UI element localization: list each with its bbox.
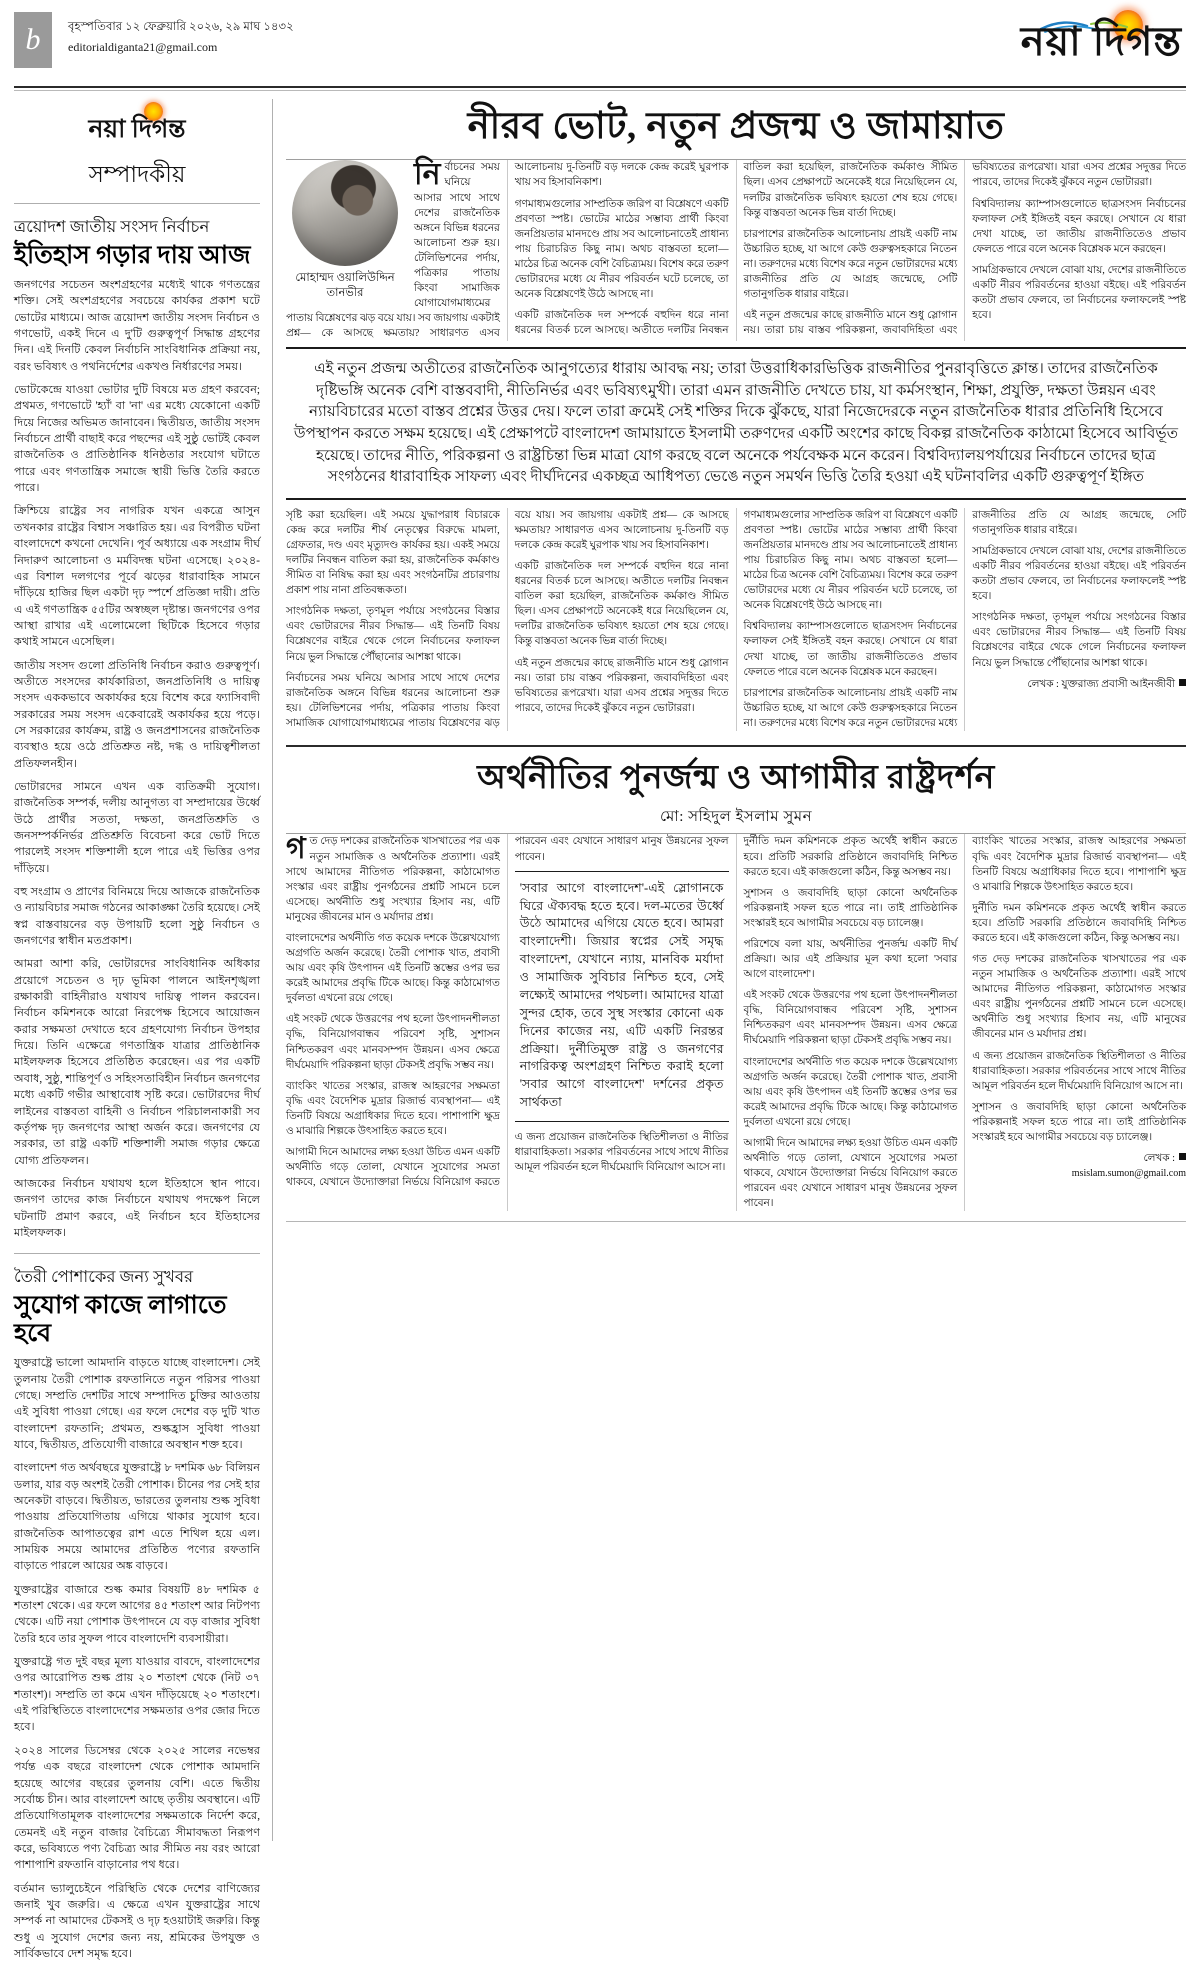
header-meta (68, 12, 1021, 55)
second-article (286, 753, 1186, 1211)
editorial-logo-title: নয়া দিগন্ত (88, 116, 186, 143)
paragraph: যুক্তরাষ্ট্রে গত দুই বছর মূল্য যাওয়ার বাবদে, বাংলাদেশের ওপর আরোপিত শুল্ক প্রায় ২০ শতাংশ থেকে (নিট ৩৭ শতাংশ)। সম্প্রতি তা কমে এখন দাঁড়িয়েছে ২০ শতাংশে। এই পরিস্থিতিতে বাংলাদেশের সক্ষমতার ওপর জোর দিতে হবে। (14, 1656, 260, 1734)
paragraph: এ জন্য প্রয়োজন রাজনৈতিক স্থিতিশীলতা ও নীতির ধারাবাহিকতা। সরকার পরিবর্তনের সাথে সাথে নীতির আমূল পরিবর্তন হলে দীর্ঘমেয়াদি বিনিয়োগ আসে না। (972, 1050, 1186, 1092)
author-name: মোহাম্মদ ওয়ালিউদ্দিন তানভীর (295, 272, 395, 299)
editorial-divider (14, 203, 260, 204)
paragraph: সৃষ্টি করা হয়েছিল। এই সময়ে যুদ্ধাপরাধ বিচারকে কেন্দ্র করে দলটির শীর্ষ নেতৃত্বের বিরুদ্ধে মামলা, গ্রেফতার, দণ্ড এবং মৃত্যুদণ্ড কার্যকর হয়। একই সময়ে দলটির নিবন্ধন বাতিল করা হয়, রাজনৈতিক কর্মকাণ্ড সীমিত বা নিষিদ্ধ করা হয় এবং সংগঠনটির প্রচারণায় প্রকাশ পায় নানা প্রতিবন্ধকতা। (286, 509, 500, 597)
paragraph: বাংলাদেশের অর্থনীতি গত কয়েক দশকে উল্লেখযোগ্য অগ্রগতি অর্জন করেছে। তৈরী পোশাক খাত, প্রবাসী আয় এবং কৃষি উৎপাদন এই তিনটি স্তম্ভের ওপর ভর করেই আমাদের প্রবৃদ্ধি টিকে আছে। কিন্তু কাঠামোগত দুর্বলতা এখনো রয়ে গেছে। (286, 932, 500, 1005)
editorial-body (14, 277, 260, 1241)
main-article-body (286, 160, 1186, 731)
paragraph: ভোটকেন্দ্রে যাওয়া ভোটার দুটি বিষয়ে মত গ্রহণ করবেন; প্রথমত, গণভোটে 'হ্যাঁ' বা 'না' এর মধ্যে যেকোনো একটি দিয়ে নিজের অভিমত জানাবেন। দ্বিতীয়ত, জাতীয় সংসদ নির্বাচনে প্রার্থী বাছাই করে পছন্দের এই সুষ্ঠু ভোটই কেবল রাজনৈতিক ও প্রাতিষ্ঠানিক ধনিষ্ঠতার সংযোগ ঘটাতে পারে এবং গণতান্ত্রিক সমাজে স্থায়ী ভিত্তি তৈরি করতে পারে। (14, 384, 260, 495)
editorial-headline: ইতিহাস গড়ার দায় আজ (14, 242, 251, 269)
paragraph: বাংলাদেশ গত অর্থবছরে যুক্তরাষ্ট্রে ৮ দশমিক ৬৮ বিলিয়ন ডলার, যার বড় অংশই তৈরী পোশাক। চীনের পর সেই হার অনেকটা বাড়বে। দ্বিতীয়ত, ভারতের তুলনায় শুল্ক সুবিধা পাওয়ায় প্রতিযোগিতায় এগিয়ে থাকার সুযোগ হবে। রাজনৈতিক আপাতত্বের রাশ এতে শিথিল হয়ে এল। সাময়িক সময়ে আমাদের প্রতিষ্ঠিত পণ্যের রফতানি বাড়াতে পারলে আয়ের অঙ্ক বাড়বে। (14, 1462, 260, 1573)
paragraph: ভোটারদের সামনে এখন এক ব্যতিক্রমী সুযোগ। রাজনৈতিক সম্পর্ক, দলীয় আনুগত্য বা সম্প্রদায়ের উর্ধ্বে উঠে প্রার্থীর সততা, দক্ষতা, জনপ্রতিশ্রুতি ও জনসম্পর্কনির্ভর প্রতিশ্রুতি বিবেচনা করে ভোট দিতে পারলেই সংসদ শক্তিশালী হলে পারে এই ভিত্তির ওপর দাঁড়িয়ে। (14, 780, 260, 875)
masthead-logo (1021, 12, 1186, 62)
editorial-column (14, 99, 272, 1960)
paragraph: সুশাসন ও জবাবদিহি ছাড়া কোনো অর্থনৈতিক পরিকল্পনাই সফল হতে পারে না। তাই প্রাতিষ্ঠানিক সংস্কারই হবে আগামীর সবচেয়ে বড় চ্যালেঞ্জ। (743, 887, 958, 929)
pullquote-text: এই নতুন প্রজন্ম অতীতের রাজনৈতিক আনুগত্যের ধারায় আবদ্ধ নয়; তারা উত্তরাধিকারভিত্তিক রাজনীতির পুনরাবৃত্তিতে ক্লান্ত। তাদের রাজনৈতিক দৃষ্টিভঙ্গি অনেক বেশি বাস্তববাদী, নীতিনির্ভর এবং ভবিষ্যৎমুখী। তারা এমন রাজনীতি দেখতে চায়, যা কর্মসংস্থান, শিক্ষা, প্রযুক্তি, দক্ষতা উন্নয়ন এবং ন্যায়বিচারের মতো বাস্তব প্রশ্নের উত্তর দেয়। ফলে তারা ক্রমেই সেই শক্তির দিকে ঝুঁকছে, যারা নিজেদেরকে নতুন রাজনৈতিক ধারার প্রতিনিধি হিসেবে উপস্থাপন করতে সক্ষম হয়েছে। এই প্রেক্ষাপটে বাংলাদেশ জামায়াতে ইসলামী তরুণদের একটি অংশের কাছে বিকল্প রাজনৈতিক কাঠামো হিসেবে আবির্ভূত হয়েছে। তাদের নীতি, পরিকল্পনা ও রাষ্ট্রচিন্তা ভিন্ন মাত্রা যোগ করছে বলে অনেকে পর্যবেক্ষক মনে করেন। বিশ্ববিদ্যালয়পর্যায়ের নির্বাচনে তাদের ছাত্র সংগঠনের ধারাবাহিক সাফল্য এবং দীর্ঘদিনের একচ্ছত্র আধিপত্য ভেঙে নতুন সমর্থন ভিত্তি তৈরি হওয়া এই ঘটনাবলির একটি গুরুত্বপূর্ণ ইঙ্গিত (293, 360, 1179, 486)
paragraph: ব্যাংকিং খাতের সংস্কার, রাজস্ব আহরণের সক্ষমতা বৃদ্ধি এবং বৈদেশিক মুদ্রার রিজার্ভ ব্যবস্থাপনা— এই তিনটি বিষয়ে অগ্রাধিকার দিতে হবে। পাশাপাশি ক্ষুদ্র ও মাঝারি শিল্পকে উৎসাহিত করতে হবে। (286, 1080, 500, 1137)
paragraph: জনগণের সচেতন অংশগ্রহণের মধ্যেই থাকে গণতন্ত্রের শক্তি। সেই অংশগ্রহণের সবচেয়ে কার্যকর প্রকাশ ঘটে ভোটের মাধ্যমে। আজ ত্রয়োদশ জাতীয় সংসদ নির্বাচন ও গণভোট, একই দিনে এ দু'টি গুরুত্বপূর্ণ সিদ্ধান্ত গ্রহণের দিন। এই দিনটি কেবল নির্বাচনি সাংবিধানিক প্রক্রিয়া নয়, বরং ভবিষ্যৎ ও পথনির্দেশের একখণ্ড নির্ধারণের সময়। (14, 279, 260, 373)
editorial-item (14, 1264, 260, 1962)
author-photo (292, 160, 398, 266)
main-article (286, 99, 1186, 731)
page-body (14, 99, 1186, 1960)
paragraph: সুশাসন ও জবাবদিহি ছাড়া কোনো অর্থনৈতিক পরিকল্পনাই সফল হতে পারে না। তাই প্রাতিষ্ঠানিক সংস্কারই হবে আগামীর সবচেয়ে বড় চ্যালেঞ্জ। (972, 1101, 1186, 1143)
paragraph: সামগ্রিকভাবে দেখলে বোঝা যায়, দেশের রাজনীতিতে একটি নীরব পরিবর্তনের হাওয়া বইছে। এই পরিবর্তন কতটা প্রভাব ফেলবে, তা নির্বাচনের ফলাফলেই স্পষ্ট হবে। (972, 264, 1186, 322)
signature-text: লেখক : (1143, 1152, 1175, 1164)
paragraph: এ জন্য প্রয়োজন রাজনৈতিক স্থিতিশীলতা ও নীতির ধারাবাহিকতা। সরকার পরিবর্তনের সাথে সাথে নীতির আমূল পরিবর্তন হলে দীর্ঘমেয়াদি বিনিয়োগ আসে না। (514, 1132, 729, 1174)
author-block (286, 160, 404, 300)
paragraph: চারপাশের রাজনৈতিক আলোচনায় প্রায়ই একটি নাম উচ্চারিত হচ্ছে, যা আগে কেউ গুরুত্বসহকারে নিতেন না। তরুণদের মধ্যে বিশেষ করে নতুন ভোটারদের মধ্যে রাজনীতির প্রতি যে আগ্রহ জন্মেছে, সেটি গতানুগতিক ধারার বাইরে। (743, 509, 1186, 729)
paragraph: আজকের নির্বাচন যথাযথ হলে ইতিহাসে স্থান পাবে। জনগণ তাদের কাজ নির্বাচনে যথাযথ পদক্ষেপ নিলে ঘটনাটি প্রমাণ করবে, এই নির্বাচন হবে ইতিহাসের মাইলফলক। (14, 1177, 260, 1239)
paragraph: পরিশেষে বলা যায়, অর্থনীতির পুনর্জন্ম একটি দীর্ঘ প্রক্রিয়া। আর এই প্রক্রিয়ার মূল কথা হলো 'সবার আগে বাংলাদেশ'। (743, 938, 958, 981)
paragraph: একটি রাজনৈতিক দল সম্পর্কে বহুদিন ধরে নানা ধরনের বিতর্ক চলে আসছে। অতীতে দলটির নিবন্ধন বাতিল করা হয়েছিল, রাজনৈতিক কর্মকাণ্ড সীমিত ছিল। এসব প্রেক্ষাপটে অনেকেই ধরে নিয়েছিলেন যে, দলটির রাজনৈতিক ভবিষ্যৎ হয়তো শেষ হয়ে গেছে। কিন্তু বাস্তবতা অনেক ভিন্ন বার্তা দিচ্ছে। (514, 561, 729, 648)
paragraph: ব্যাংকিং খাতের সংস্কার, রাজস্ব আহরণের সক্ষমতা বৃদ্ধি এবং বৈদেশিক মুদ্রার রিজার্ভ ব্যবস্থাপনা— এই তিনটি বিষয়ে অগ্রাধিকার দিতে হবে। পাশাপাশি ক্ষুদ্র ও মাঝারি শিল্পকে উৎসাহিত করতে হবে। (972, 836, 1186, 893)
editorial-headline: সুযোগ কাজে লাগাতে হবে (14, 1292, 227, 1348)
paragraph: নির্বাচনের সময় ঘনিয়ে আসার সাথে সাথে দেশের রাজনৈতিক অঙ্গনে বিভিন্ন ধরনের আলোচনা শুরু হয়। টেলিভিশনের পর্দায়, পত্রিকার পাতায় কিংবা সামাজিক যোগাযোগমাধ্যমের পাতায় বিশ্লেষণের ঝড় বয়ে যায়। সব জায়গায় একটাই প্রশ্ন— কে আসছে ক্ষমতায়? সাধারণত এসব আলোচনায় দু-তিনটি বড় দলকে কেন্দ্র করেই ঘুরপাক খায় সব হিসাবনিকাশ। (286, 158, 729, 340)
main-column (273, 99, 1186, 1841)
header-rule (14, 86, 1186, 88)
editorial-body (14, 1355, 260, 1962)
paragraph: দুর্নীতি দমন কমিশনকে প্রকৃত অর্থেই স্বাধীন করতে হবে। প্রতিটি সরকারি প্রতিষ্ঠানে জবাবদিহি নিশ্চিত করতে হবে। এই কাজগুলো কঠিন, কিন্তু অসম্ভব নয়। (743, 836, 958, 878)
end-mark-icon (1179, 1153, 1186, 1160)
main-article-headline: নীরব ভোট, নতুন প্রজন্ম ও জামায়াত (467, 106, 1005, 147)
paragraph: বাংলাদেশের অর্থনীতি গত কয়েক দশকে উল্লেখযোগ্য অগ্রগতি অর্জন করেছে। তৈরী পোশাক খাত, প্রবাসী আয় এবং কৃষি উৎপাদন এই তিনটি স্তম্ভের ওপর ভর করেই আমাদের প্রবৃদ্ধি টিকে আছে। কিন্তু কাঠামোগত দুর্বলতা এখনো রয়ে গেছে। (743, 1056, 958, 1128)
masthead-title: নয়া দিগন্ত (1020, 19, 1182, 64)
paragraph: যুক্তরাষ্ট্রে ভালো আমদানি বাড়তে যাচ্ছে বাংলাদেশ। সেই তুলনায় তৈরী পোশাক রফতানিতে নতুন পরিসর পাওয়া গেছে। সম্প্রতি দেশটির সাথে সম্পাদিত চুক্তির আওতায় এই সুবিধা পাওয়া গেছে। এর ফলে দেশের বড় দুটি খাত বাংলাদেশ রফতানি; প্রথমত, শুল্কহ্রাস সুবিধা পাওয়া যাবে, দ্বিতীয়ত, প্রতিযোগী বাজারে অবস্থান শক্ত হবে। (14, 1357, 260, 1451)
paragraph: সাংগঠনিক দক্ষতা, তৃণমূল পর্যায়ে সংগঠনের বিস্তার এবং ভোটারদের নীরব সিদ্ধান্ত— এই তিনটি বিষয় বিশ্লেষণের বাইরে থেকে গেলে নির্বাচনের ফলাফল নিয়ে ভুল সিদ্ধান্তে পৌঁছানোর আশঙ্কা থাকে। (972, 612, 1186, 669)
second-article-pullquote (515, 871, 729, 1122)
paragraph: সামগ্রিকভাবে দেখলে বোঝা যায়, দেশের রাজনীতিতে একটি নীরব পরিবর্তনের হাওয়া বইছে। এই পরিবর্তন কতটা প্রভাব ফেলবে, তা নির্বাচনের ফলাফলেই স্পষ্ট হবে। (972, 545, 1186, 603)
paragraph: নির্বাচনের সময় ঘনিয়ে আসার সাথে সাথে দেশের রাজনৈতিক অঙ্গনে বিভিন্ন ধরনের আলোচনা শুরু হয়। টেলিভিশনের পর্দায়, পত্রিকার পাতায় কিংবা সামাজিক যোগাযোগমাধ্যমের পাতায় বিশ্লেষণের ঝড় বয়ে যায়। সব জায়গায় একটাই প্রশ্ন— কে আসছে ক্ষমতায়? সাধারণত এসব আলোচনায় দু-তিনটি বড় দলকে কেন্দ্র করেই ঘুরপাক খায় সব হিসাবনিকাশ। (286, 509, 729, 729)
editorial-item (14, 214, 260, 1241)
pullquote-text: 'সবার আগে বাংলাদেশ'-এই স্লোগানকে ঘিরে ঐক্যবদ্ধ হতে হবে। দল-মতের উর্ধ্বে উঠে আমাদের এগিয়ে যেতে হবে। আমরা বাংলাদেশী। জিয়ার স্বপ্নের সেই সমৃদ্ধ বাংলাদেশ, যেখানে ন্যায়, মানবিক মর্যাদা ও সামাজিক সুবিচার নিশ্চিত হবে, সেই লক্ষ্যেই আমাদের পথচলা। আমাদের যাত্রা সুন্দর হোক, তবে সুস্থ সংস্কার কোনো এক দিনের কাজের নয়, এটি একটি নিরন্তর প্রক্রিয়া। দুর্নীতিমুক্ত রাষ্ট্র ও জনগণের নাগরিকত্ব অংশগ্রহণ নিশ্চিত করাই হলো 'সবার আগে বাংলাদেশ' দর্শনের প্রকৃত সার্থকতা (519, 880, 724, 1110)
editorial-kicker: ত্রয়োদশ জাতীয় সংসদ নির্বাচন (14, 217, 210, 236)
paragraph: বর্তমান ভ্যালুচেইনে পরিস্থিতি থেকে দেশের বাণিজ্যের জনাই খুব জরুরি। এ ক্ষেত্রে এখন যুক্তরাষ্ট্রের সাথে সম্পর্ক না আমাদের টেকসই ও দৃঢ় হওয়াটাই জরুরি। কিন্তু শুধু এ সুযোগ দেশের জন্য নয়, শ্রমিকের উপযুক্ত ও সার্বিকভাবে দেশ সমৃদ্ধ হবে। (14, 1882, 260, 1960)
editorial-logo (14, 99, 260, 152)
paragraph: বিশ্ববিদ্যালয় ক্যাম্পাসগুলোতে ছাত্রসংসদ নির্বাচনের ফলাফল সেই ইঙ্গিতই বহন করছে। সেখানে যে ধারা দেখা যাচ্ছে, তা জাতীয় রাজনীতিতেও প্রভাব ফেলতে পারে বলে অনেক বিশ্লেষক মনে করছেন। (743, 621, 958, 678)
paragraph: সাংগঠনিক দক্ষতা, তৃণমূল পর্যায়ে সংগঠনের বিস্তার এবং ভোটারদের নীরব সিদ্ধান্ত— এই তিনটি বিষয় বিশ্লেষণের বাইরে থেকে গেলে নির্বাচনের ফলাফল নিয়ে ভুল সিদ্ধান্তে পৌঁছানোর আশঙ্কা থাকে। (286, 606, 500, 663)
paragraph: আমরা আশা করি, ভোটারদের সাংবিধানিক অধিকার প্রয়োগে সচেতন ও দৃঢ় ভূমিকা পালনে আইনশৃঙ্খলা রক্ষাকারী বাহিনীরাও যথাযথ দায়িত্ব পালন করবেন। নির্বাচন কমিশনকে আরো নিরপেক্ষ হিসেবে আয়োজন করার সক্ষমতা দেখাতে হবে গ্রহণযোগ্য নির্বাচন উপহার দিয়ে। তিনি এক্ষেত্রে গণতান্ত্রিক যাত্রার প্রাতিষ্ঠানিক মাইলফলক হিসেবে প্রতিষ্ঠিত করেছেন। এর পর একটি অবাধ, সুষ্ঠু, শান্তিপূর্ণ ও সহিংসতাবিহীন নির্বাচন জনগণের মধ্যে একটি গভীর আস্থাবোধ সৃষ্টি করে। ভোটারদের দীর্ঘ লাইনের বাস্তবতা বাহিনী ও নির্বাচন পরিচালনাকারী সব কর্তৃপক্ষ দৃঢ় জনগণের আস্থা অর্জন করে। জনগণের যে সরকার, তা রাষ্ট্র একটি শক্তিশালী সমাজ গড়ার ক্ষেত্রে যোগ্য প্রতিফলন। (14, 958, 260, 1167)
paragraph: যুক্তরাষ্ট্রের বাজারে শুল্ক কমার বিষয়টি ৪৮ দশমিক ৫ শতাংশ থেকে। এর ফলে আগের ৪৫ শতাংশ আর নিটপণ্য থেকে। এটি নয়া পোশাক উৎপাদনে যে বড় বাজার সুবিধা তৈরি হবে তার সুফল পাবে বাংলাদেশি ব্যবসায়ীরা। (14, 1583, 260, 1645)
editorial-email: editorialdiganta21@gmail.com (68, 40, 218, 54)
paragraph: এই সংকট থেকে উত্তরণের পথ হলো উৎপাদনশীলতা বৃদ্ধি, বিনিয়োগবান্ধব পরিবেশ সৃষ্টি, সুশাসন নিশ্চিতকরণ এবং মানবসম্পদ উন্নয়ন। এসব ক্ষেত্রে দীর্ঘমেয়াদি পরিকল্পনা ছাড়া টেকসই প্রবৃদ্ধি সম্ভব নয়। (286, 1014, 500, 1071)
article-separator (286, 745, 1186, 747)
page-header (14, 0, 1186, 82)
paragraph: এই সংকট থেকে উত্তরণের পথ হলো উৎপাদনশীলতা বৃদ্ধি, বিনিয়োগবান্ধব পরিবেশ সৃষ্টি, সুশাসন নিশ্চিতকরণ এবং মানবসম্পদ উন্নয়ন। এসব ক্ষেত্রে দীর্ঘমেয়াদি পরিকল্পনা ছাড়া টেকসই প্রবৃদ্ধি সম্ভব নয়। (743, 990, 958, 1047)
publication-date: বৃহস্পতিবার ১২ ফেব্রুয়ারি ২০২৬, ২৯ মাঘ ১৪৩২ (68, 21, 294, 33)
paragraph: বহু সংগ্রাম ও প্রাণের বিনিময়ে দিয়ে আজকে রাজনৈতিক ও ন্যায়বিচার সমাজ গঠনের আকাঙ্ক্ষা তৈরি হয়েছে। সেই স্বপ্ন বাস্তবায়নের বড় উপায়টি হলো সুষ্ঠু নির্বাচন ও জনগণের স্বাধীন মতপ্রকাশ। (14, 886, 260, 948)
paragraph: জাতীয় সংসদ গুলো প্রতিনিধি নির্বাচন করাও গুরুত্বপূর্ণ। অতীতে সংসদের কার্যকারিতা, জনপ্রতিনিধি ও দায়িত্ব সংসদ এককভাবে অকার্যকর হয়ে বিশেষ করে ফ্যাসিবাদী সরকারের সময় সংসদ একেবারেই অকার্যকর হয়ে পড়ে। সে সরকারের কার্যক্রম, রাষ্ট্র ও জনপ্রশাসনের রাজনৈতিক ব্যবস্থাও হয়ে ওঠে প্রতিশ্রুত নষ্ট, দগ্ধ ও দায়িত্বশীলতা প্রতিফলনহীন। (14, 659, 260, 770)
paragraph: ক্রিশ্চিয়ে রাষ্ট্রের সব নাগরিক যখন একত্রে আসুন তখনকার রাষ্ট্রের বিশ্বাস সঞ্চারিত হয়। এর বিপরীত ঘটনা বাংলাদেশে কখনো দেখেনি। পূর্ব অধ্যায়ে এক সংগ্রাম দীর্ঘ নিদারুণ আলোচনা ও মর্মবিদন্ধ ঘটনা এসেছে। ২০২৪-এর বিশাল দলগণের পূর্বে ঝড়ের ধারাবাহিক সামনে দাঁড়িয়ে হাজির ছিল একটা দৃঢ় স্পর্শে প্রতিজ্ঞা দায়ী। প্রতি এ এই গণতান্ত্রিক ৫৫টির অস্বচ্ছল দৃষ্টান্ত। জনগণের ওপর আস্থা রাখার এই এলোমেলো ছিটিকে হিসেবে গড়ার কথাই সামনে এসেছিল। (14, 505, 260, 649)
paragraph: গত দেড় দশকের রাজনৈতিক খাসখাতের পর এক নতুন সামাজিক ও অর্থনৈতিক প্রত্যাশা। এরই সাথে আমাদের নীতিগত পরিকল্পনা, কাঠামোগত সংস্কার এবং রাষ্ট্রীয় পুনর্গঠনের প্রশ্নটি সামনে চলে এসেছে। অর্থনীতি শুধু সংখ্যার হিসাব নয়, এটি মানুষের জীবনের মান ও মর্যাদার প্রশ্ন। (972, 954, 1186, 1041)
paragraph: ২০২৪ সালের ডিসেম্বর থেকে ২০২৫ সালের নভেম্বর পর্যন্ত এক বছরে বাংলাদেশ থেকে পোশাক আমদানি হয়েছে আগের বছরের তুলনায় বেশি। এতে দ্বিতীয় সর্বোচ্চ চীন। আর বাংলাদেশ আছে তৃতীয় অবস্থানে। এটি প্রতিযোগিতামূলক বাংলাদেশের সক্ষমতাকে নির্দেশ করে, তেমনই এই নতুন বাজার বৈচিত্র্যে সীমাবদ্ধতা নিরূপণ করে, ভবিষ্যতে পণ্য বৈচিত্র্য আর সীমিত নয় বরং আরো পাশাপাশি রফতানি বাড়ানোর পথ ধরে। (14, 1744, 260, 1872)
second-article-headline: অর্থনীতির পুনর্জন্ম ও আগামীর রাষ্ট্রদর্শন (477, 759, 995, 796)
paragraph: এই নতুন প্রজন্মের কাছে রাজনীতি মানে শুধু স্লোগান নয়। তারা চায় বাস্তব পরিকল্পনা, জবাবদিহিতা এবং ভবিষ্যতের রূপরেখা। যারা এসব প্রশ্নের সদুত্তর দিতে পারবে, তাদের দিকেই ঝুঁকবে নতুন ভোটাররা। (743, 162, 1186, 337)
paragraph: গণমাধ্যমগুলোর সাম্প্রতিক জরিপ বা বিশ্লেষণে একটি প্রবণতা স্পষ্ট। ভোটের মাঠের সম্ভাব্য প্রার্থী কিংবা জনপ্রিয়তার মানদণ্ডে প্রায় সব আলোচনাতেই প্রাধান্য পায় চিরাচরিত কিছু নাম। অথচ বাস্তবতা হলো— মাঠের চিত্র অনেক বেশি বৈচিত্র্যময়। বিশেষ করে তরুণ ভোটারদের মধ্যে যে নীরব পরিবর্তন ঘটে চলেছে, তা অনেক বিশ্লেষণেই উঠে আসছে না। (514, 198, 729, 301)
main-article-pullquote (286, 347, 1186, 499)
editorial-kicker: তৈরী পোশাকের জন্য সুখবর (14, 1267, 194, 1287)
paragraph: একটি রাজনৈতিক দল সম্পর্কে বহুদিন ধরে নানা ধরনের বিতর্ক চলে আসছে। অতীতে দলটির নিবন্ধন বাতিল করা হয়েছিল, রাজনৈতিক কর্মকাণ্ড সীমিত ছিল। এসব প্রেক্ষাপটে অনেকেই ধরে নিয়েছিলেন যে, দলটির রাজনৈতিক ভবিষ্যৎ হয়তো শেষ হয়ে গেছে। কিন্তু বাস্তবতা অনেক ভিন্ন বার্তা দিচ্ছে। (514, 162, 958, 337)
author-email: msislam.sumon@gmail.com (1071, 1167, 1186, 1179)
paragraph: আগামী দিনে আমাদের লক্ষ্য হওয়া উচিত এমন একটি অর্থনীতি গড়ে তোলা, যেখানে সুযোগের সমতা থাকবে, যেখানে উদ্যোক্তারা নির্ভয়ে বিনিয়োগ করতে পারবেন এবং যেখানে সাধারণ মানুষ উন্নয়নের সুফল পাবেন। (743, 1137, 958, 1210)
second-article-signature (972, 1151, 1186, 1179)
paragraph: চারপাশের রাজনৈতিক আলোচনায় প্রায়ই একটি নাম উচ্চারিত হচ্ছে, যা আগে কেউ গুরুত্বসহকারে নিতেন না। তরুণদের মধ্যে বিশেষ করে নতুন ভোটারদের মধ্যে রাজনীতির প্রতি যে আগ্রহ জন্মেছে, সেটি গতানুগতিক ধারার বাইরে। (743, 228, 958, 301)
paragraph: আগামী দিনে আমাদের লক্ষ্য হওয়া উচিত এমন একটি অর্থনীতি গড়ে তোলা, যেখানে সুযোগের সমতা থাকবে, যেখানে উদ্যোক্তারা নির্ভয়ে বিনিয়োগ করতে পারবেন এবং যেখানে সাধারণ মানুষ উন্নয়নের সুফল পাবেন। (286, 836, 729, 1189)
second-article-body (286, 834, 1186, 1211)
page-bottom-rule (286, 1221, 1186, 1222)
editorial-separator (14, 1253, 260, 1254)
paragraph: বিশ্ববিদ্যালয় ক্যাম্পাসগুলোতে ছাত্রসংসদ নির্বাচনের ফলাফল সেই ইঙ্গিতই বহন করছে। সেখানে যে ধারা দেখা যাচ্ছে, তা জাতীয় রাজনীতিতেও প্রভাব ফেলতে পারে বলে অনেক বিশ্লেষক মনে করছেন। (972, 198, 1186, 255)
paragraph: দুর্নীতি দমন কমিশনকে প্রকৃত অর্থেই স্বাধীন করতে হবে। প্রতিটি সরকারি প্রতিষ্ঠানে জবাবদিহি নিশ্চিত করতে হবে। এই কাজগুলো কঠিন, কিন্তু অসম্ভব নয়। (972, 902, 1186, 944)
signature-text: লেখক : যুক্তরাজ্য প্রবাসী আইনজীবী (1027, 678, 1175, 690)
header-rule-thin (14, 90, 1186, 91)
second-article-author: মো: সহিদুল ইসলাম সুমন (659, 809, 813, 826)
end-mark-icon (1179, 679, 1186, 686)
paragraph: গণমাধ্যমগুলোর সাম্প্রতিক জরিপ বা বিশ্লেষণে একটি প্রবণতা স্পষ্ট। ভোটের মাঠের সম্ভাব্য প্রার্থী কিংবা জনপ্রিয়তার মানদণ্ডে প্রায় সব আলোচনাতেই প্রাধান্য পায় চিরাচরিত কিছু নাম। অথচ বাস্তবতা হলো— মাঠের চিত্র অনেক বেশি বৈচিত্র্যময়। বিশেষ করে তরুণ ভোটারদের মধ্যে যে নীরব পরিবর্তন ঘটে চলেছে, তা অনেক বিশ্লেষণেই উঠে আসছে না। (743, 509, 958, 612)
main-article-signature (972, 677, 1186, 694)
publication-brandmark-icon: b (14, 12, 52, 68)
paragraph: গত দেড় দশকের রাজনৈতিক খাসখাতের পর এক নতুন সামাজিক ও অর্থনৈতিক প্রত্যাশা। এরই সাথে আমাদের নীতিগত পরিকল্পনা, কাঠামোগত সংস্কার এবং রাষ্ট্রীয় পুনর্গঠনের প্রশ্নটি সামনে চলে এসেছে। অর্থনীতি শুধু সংখ্যার হিসাব নয়, এটি মানুষের জীবনের মান ও মর্যাদার প্রশ্ন। (286, 832, 500, 923)
paragraph: এই নতুন প্রজন্মের কাছে রাজনীতি মানে শুধু স্লোগান নয়। তারা চায় বাস্তব পরিকল্পনা, জবাবদিহিতা এবং ভবিষ্যতের রূপরেখা। যারা এসব প্রশ্নের সদুত্তর দিতে পারবে, তাদের দিকেই ঝুঁকবে নতুন ভোটাররা। (514, 657, 729, 714)
editorial-section-title: সম্পাদকীয় (88, 162, 186, 187)
